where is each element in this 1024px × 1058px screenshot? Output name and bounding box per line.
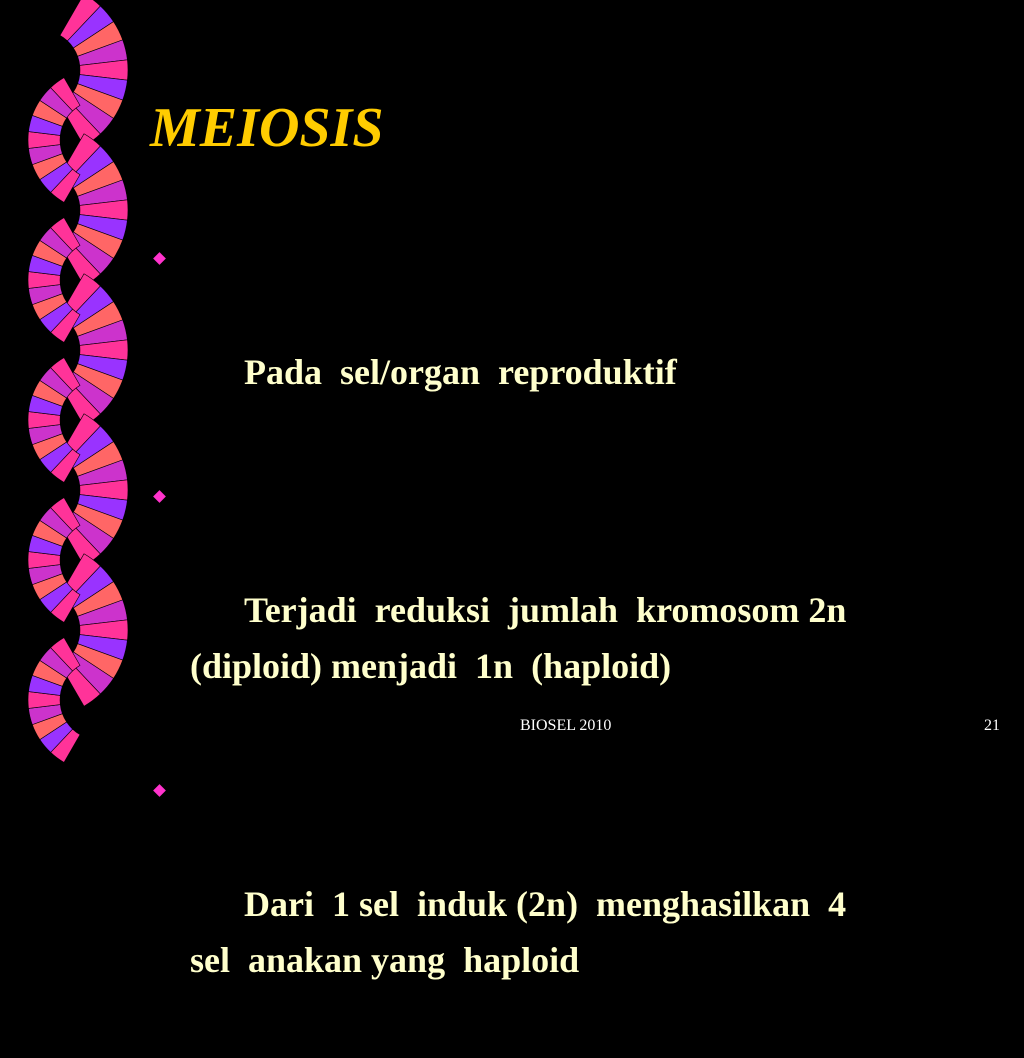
fan-right-icon (60, 414, 128, 566)
fan-right-icon (60, 134, 128, 286)
diamond-bullet-icon (153, 252, 166, 265)
bullet-item (155, 470, 995, 750)
bullet-text: Pada sel/organ reproduktif (244, 352, 677, 392)
bullet-text: Terjadi reduksi jumlah kromosom 2n (diploid) menjadi 1n (haploid) (190, 590, 847, 686)
diamond-bullet-icon (153, 490, 166, 503)
bullet-item (155, 764, 995, 1044)
bullet-list (155, 232, 995, 1058)
fan-right-icon (60, 0, 128, 146)
diamond-bullet-icon (153, 784, 166, 797)
fan-left-icon (28, 638, 80, 763)
fan-right-icon (60, 554, 128, 706)
fan-wave-border (0, 0, 140, 768)
page-number: 21 (984, 717, 1000, 734)
bullet-text: Dari 1 sel induk (2n) menghasilkan 4 sel anakan yang haploid (190, 884, 847, 980)
fan-right-icon (60, 274, 128, 426)
slide-title: MEIOSIS (150, 97, 384, 159)
bullet-item (155, 232, 995, 456)
fan-left-icon (28, 78, 80, 203)
footer-text: BIOSEL 2010 (520, 717, 612, 734)
fan-left-icon (28, 498, 80, 623)
fan-left-icon (28, 358, 80, 483)
fan-left-icon (28, 218, 80, 343)
